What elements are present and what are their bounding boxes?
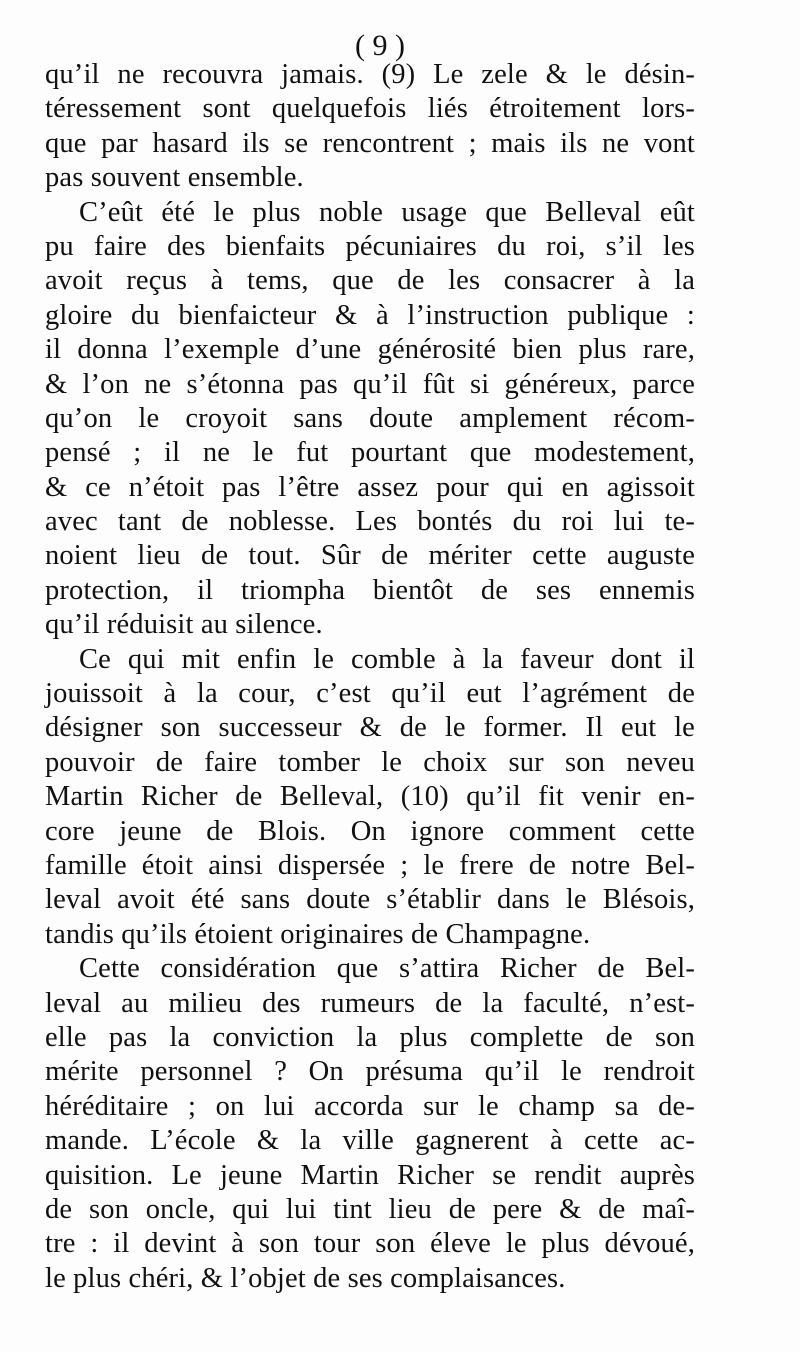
text-line: quisition. Le jeune Martin Richer se rendit auprès <box>45 1159 695 1191</box>
text-line: pouvoir de faire tomber le choix sur son neveu <box>45 746 695 778</box>
text-line: désigner son successeur & de le former. Il eut le <box>45 712 695 744</box>
body-text <box>45 58 695 1296</box>
page-number: ( 9 ) <box>355 29 405 62</box>
text-line: de son oncle, qui lui tint lieu de pere & de maî- <box>45 1193 695 1225</box>
text-line: héréditaire ; on lui accorda sur le champ sa de- <box>45 1090 695 1122</box>
text-line: tre : il devint à son tour son éleve le plus dévoué, <box>45 1228 695 1260</box>
text-line: core jeune de Blois. On ignore comment cette <box>45 815 695 847</box>
text-line: elle pas la conviction la plus complette de son <box>45 1021 695 1053</box>
text-line: gloire du bienfaicteur & à l’instruction publique : <box>45 299 695 331</box>
paragraph <box>45 196 695 643</box>
text-line: famille étoit ainsi dispersée ; le frere de notre Bel- <box>45 849 695 881</box>
text-line: noient lieu de tout. Sûr de mériter cette auguste <box>45 540 695 572</box>
text-line: mérite personnel ? On présuma qu’il le rendroit <box>45 1056 695 1088</box>
paragraph <box>45 643 695 953</box>
text-line: qu’il réduisit au silence. <box>45 609 323 641</box>
text-line: qu’on le croyoit sans doute amplement récom- <box>45 402 695 434</box>
paragraph <box>45 952 695 1296</box>
text-line: jouissoit à la cour, c’est qu’il eut l’agrément de <box>45 678 695 710</box>
text-line: tandis qu’ils étoient originaires de Champagne. <box>45 918 591 950</box>
text-line: pas souvent ensemble. <box>45 162 304 194</box>
text-line: Ce qui mit enfin le comble à la faveur dont il <box>79 643 695 675</box>
text-line: il donna l’exemple d’une générosité bien plus rare, <box>45 334 695 366</box>
text-line: leval avoit été sans doute s’établir dans le Blésois, <box>45 884 695 916</box>
text-line: pensé ; il ne le fut pourtant que modestement, <box>45 437 695 469</box>
text-line: mande. L’école & la ville gagnerent à cette ac- <box>45 1125 695 1157</box>
text-line: que par hasard ils se rencontrent ; mais ils ne vont <box>45 127 695 159</box>
text-line: qu’il ne recouvra jamais. (9) Le zele & le désin- <box>45 59 695 90</box>
paragraph <box>45 58 695 196</box>
text-line: avec tant de noblesse. Les bontés du roi lui te- <box>45 506 695 538</box>
text-line: avoit reçus à tems, que de les consacrer à la <box>45 265 695 297</box>
text-line: protection, il triompha bientôt de ses ennemis <box>45 574 695 606</box>
text-line: le plus chéri, & l’objet de ses complaisances. <box>45 1262 566 1294</box>
text-line: C’eût été le plus noble usage que Belleval eût <box>79 196 695 228</box>
text-line: téressement sont quelquefois liés étroitement lors- <box>45 93 695 125</box>
text-line: Cette considération que s’attira Richer de Bel- <box>79 953 695 985</box>
text-line: & l’on ne s’étonna pas qu’il fût si généreux, parce <box>45 368 695 400</box>
text-line: Martin Richer de Belleval, (10) qu’il fit venir en- <box>45 781 695 813</box>
text-line: pu faire des bienfaits pécuniaires du roi, s’il les <box>45 230 695 262</box>
text-line: leval au milieu des rumeurs de la faculté, n’est- <box>45 987 695 1019</box>
text-line: & ce n’étoit pas l’être assez pour qui en agissoit <box>45 471 695 503</box>
